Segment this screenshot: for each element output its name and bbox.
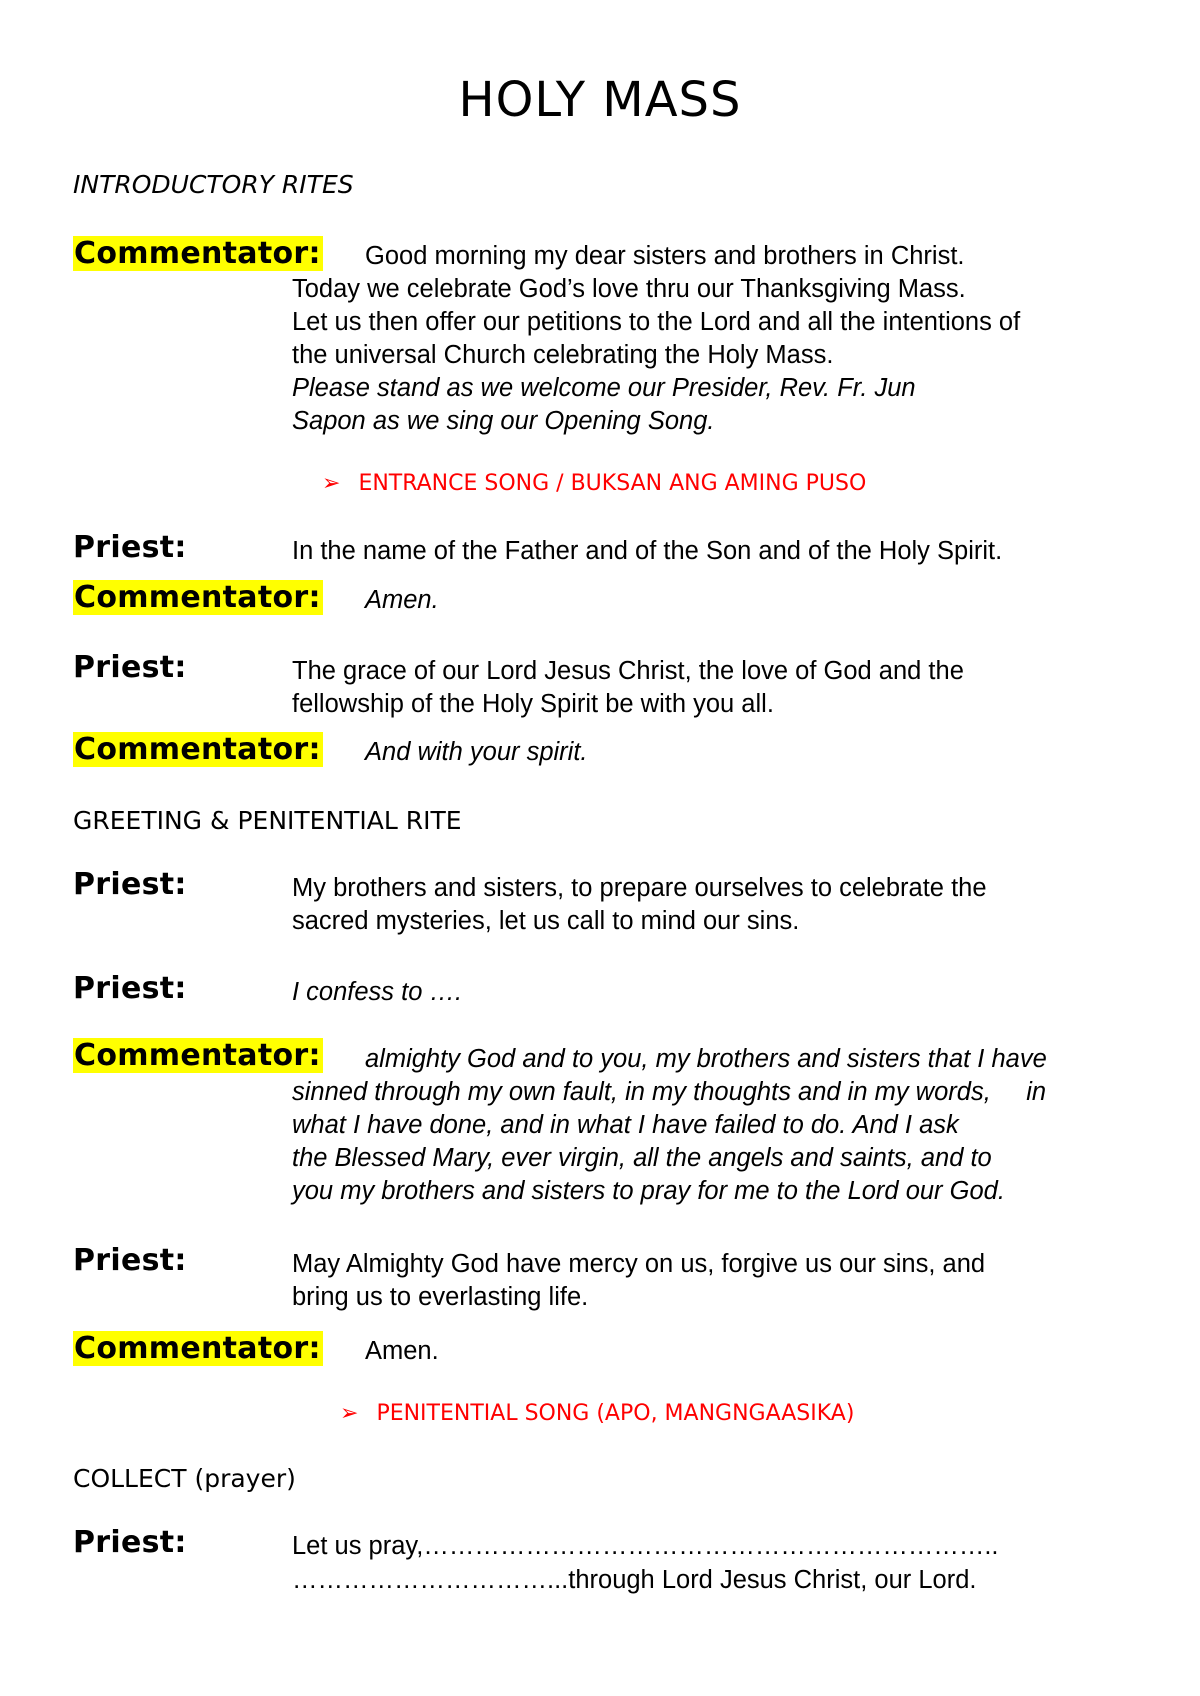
priest-line: …………………………...through Lord Jesus Christ, our Lord. [292, 1566, 977, 1594]
section-introductory-rites: INTRODUCTORY RITES [73, 170, 354, 199]
commentator-line: the universal Church celebrating the Holy Mass. [292, 341, 834, 369]
speaker-commentator: Commentator: [74, 732, 321, 767]
priest-line: My brothers and sisters, to prepare ourselves to celebrate the [292, 874, 987, 902]
commentator-line: the Blessed Mary, ever virgin, all the angels and saints, and to [292, 1144, 992, 1172]
commentator-line: Please stand as we welcome our Presider, Rev. Fr. Jun [292, 374, 916, 402]
page-title: HOLY MASS [458, 72, 742, 128]
arrow-bullet-icon: ➢ [340, 1401, 359, 1426]
commentator-line: Amen. [365, 586, 439, 614]
priest-line: bring us to everlasting life. [292, 1283, 589, 1311]
speaker-commentator: Commentator: [74, 236, 321, 271]
priest-line: sacred mysteries, let us call to mind our sins. [292, 907, 800, 935]
commentator-line: Today we celebrate God’s love thru our Thanksgiving Mass. [292, 275, 966, 303]
commentator-line: Amen. [365, 1337, 439, 1365]
arrow-bullet-icon: ➢ [322, 471, 341, 496]
priest-line: Let us pray,………………………………………………………….. [292, 1532, 999, 1560]
commentator-line: almighty God and to you, my brothers and sisters that I have [365, 1045, 1047, 1073]
speaker-priest: Priest: [73, 530, 187, 565]
commentator-line: And with your spirit. [365, 738, 588, 766]
penitential-song: ➢ PENITENTIAL SONG (APO, MANGNGAASIKA) [340, 1401, 855, 1426]
priest-line: I confess to …. [292, 978, 463, 1006]
speaker-priest: Priest: [73, 1243, 187, 1278]
priest-line: The grace of our Lord Jesus Christ, the love of God and the [292, 657, 964, 685]
section-collect: COLLECT (prayer) [73, 1464, 296, 1493]
section-greeting-penitential-rite: GREETING & PENITENTIAL RITE [73, 806, 462, 835]
speaker-commentator: Commentator: [74, 1038, 321, 1073]
priest-line: In the name of the Father and of the Son and of the Holy Spirit. [292, 537, 1003, 565]
commentator-line: you my brothers and sisters to pray for me to the Lord our God. [292, 1177, 1005, 1205]
commentator-line: sinned through my own fault, in my thoughts and in my words, in [292, 1078, 1047, 1106]
speaker-priest: Priest: [73, 1525, 187, 1560]
commentator-line: Let us then offer our petitions to the Lord and all the intentions of [292, 308, 1021, 336]
priest-line: fellowship of the Holy Spirit be with you all. [292, 690, 774, 718]
speaker-commentator: Commentator: [74, 1331, 321, 1366]
speaker-priest: Priest: [73, 650, 187, 685]
priest-line: May Almighty God have mercy on us, forgive us our sins, and [292, 1250, 986, 1278]
speaker-commentator: Commentator: [74, 580, 321, 615]
commentator-line: Good morning my dear sisters and brothers in Christ. [365, 242, 965, 270]
speaker-priest: Priest: [73, 971, 187, 1006]
commentator-line: what I have done, and in what I have failed to do. And I ask [292, 1111, 959, 1139]
speaker-priest: Priest: [73, 867, 187, 902]
entrance-song: ➢ ENTRANCE SONG / BUKSAN ANG AMING PUSO [322, 471, 867, 496]
commentator-line: Sapon as we sing our Opening Song. [292, 407, 715, 435]
